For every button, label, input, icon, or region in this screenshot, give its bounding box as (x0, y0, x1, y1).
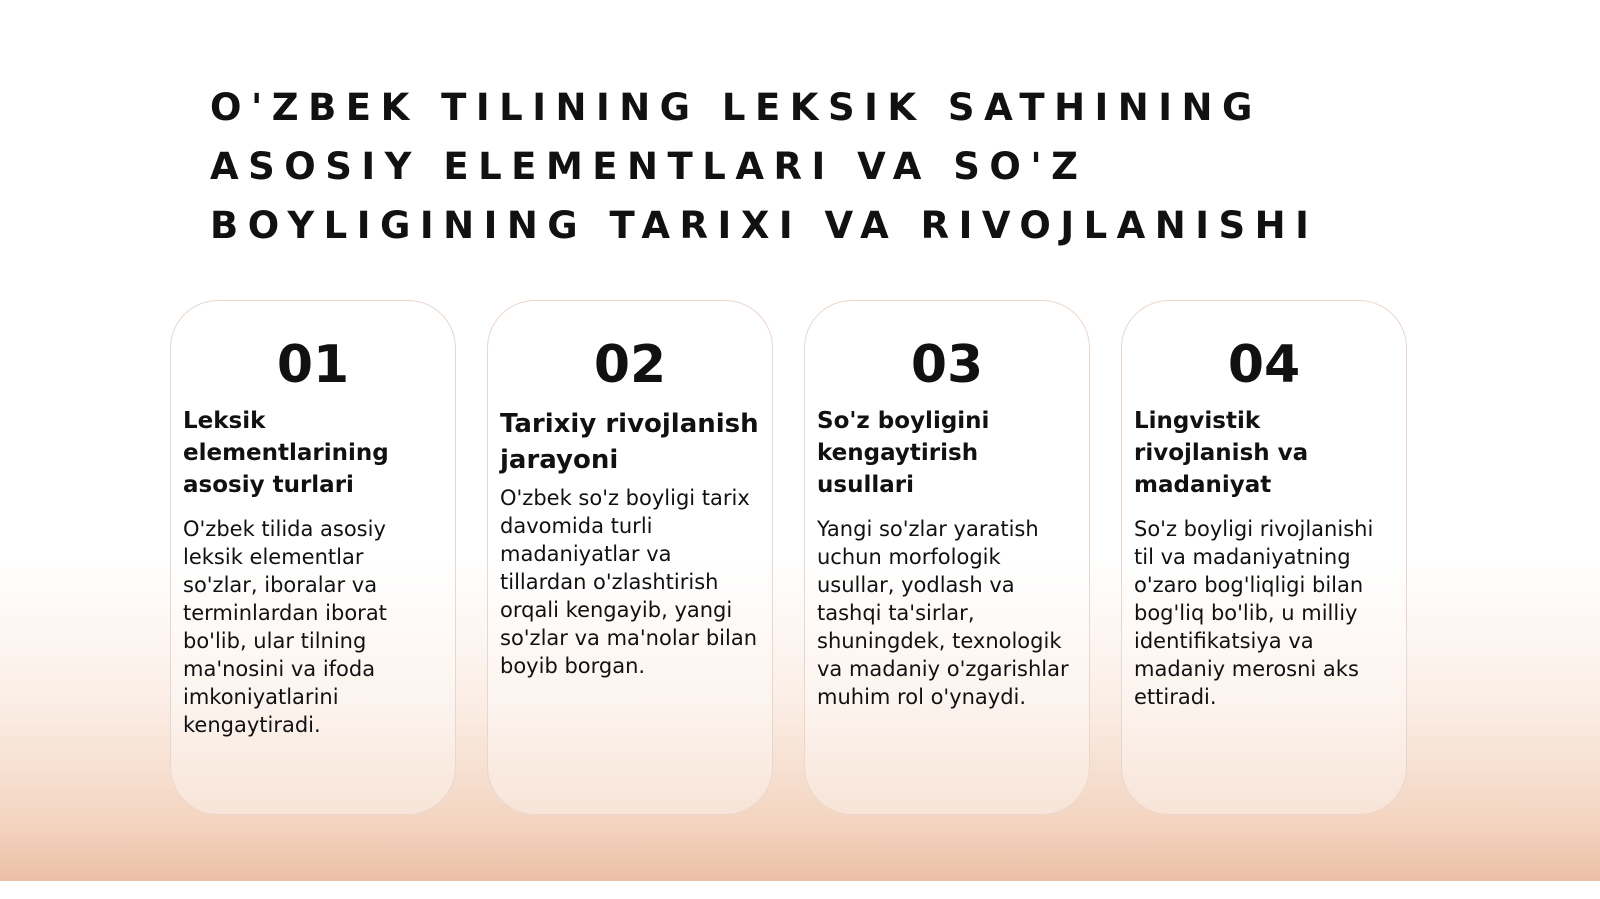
card-list (170, 300, 1430, 815)
card-text: O'zbek tilida asosiy leksik elementlar so'zlar, iboralar va terminlardan iborat bo'lib, ular tilning ma'nosini va ifoda imkoniyatlarini kengaytiradi. (183, 517, 387, 737)
card-number: 03 (910, 335, 984, 395)
card-02 (487, 300, 773, 815)
card-heading: Tarixiy rivojlanish jarayoni (500, 409, 759, 475)
card-heading: So'z boyligini kengaytirish usullari (817, 408, 990, 498)
card-number: 01 (276, 335, 350, 395)
card-heading: Leksik elementlarining asosiy turlari (183, 408, 389, 498)
card-number: 04 (1227, 335, 1301, 395)
card-03 (804, 300, 1090, 815)
slide-title: O'ZBEK TILINING LEKSIK SATHINING ASOSIY ELEMENTLARI VA SO'Z BOYLIGINING TARIXI VA RIVOJLANISHI (210, 86, 1319, 247)
card-text: So'z boyligi rivojlanishi til va madaniyatning o'zaro bog'liqligi bilan bog'liq bo'lib, u milliy identifikatsiya va madaniy merosni aks ettiradi. (1134, 517, 1374, 709)
card-01 (170, 300, 456, 815)
card-text: Yangi so'zlar yaratish uchun morfologik usullar, yodlash va tashqi ta'sirlar, shuningdek, texnologik va madaniy o'zgarishlar muhim rol o'ynaydi. (817, 517, 1069, 709)
card-number: 02 (593, 335, 667, 395)
card-text: O'zbek so'z boyligi tarix davomida turli madaniyatlar va tillardan o'zlashtirish orqali kengayib, yangi so'zlar va ma'nolar bilan boyib borgan. (500, 486, 758, 678)
card-heading: Lingvistik rivojlanish va madaniyat (1134, 408, 1309, 498)
card-04 (1121, 300, 1407, 815)
